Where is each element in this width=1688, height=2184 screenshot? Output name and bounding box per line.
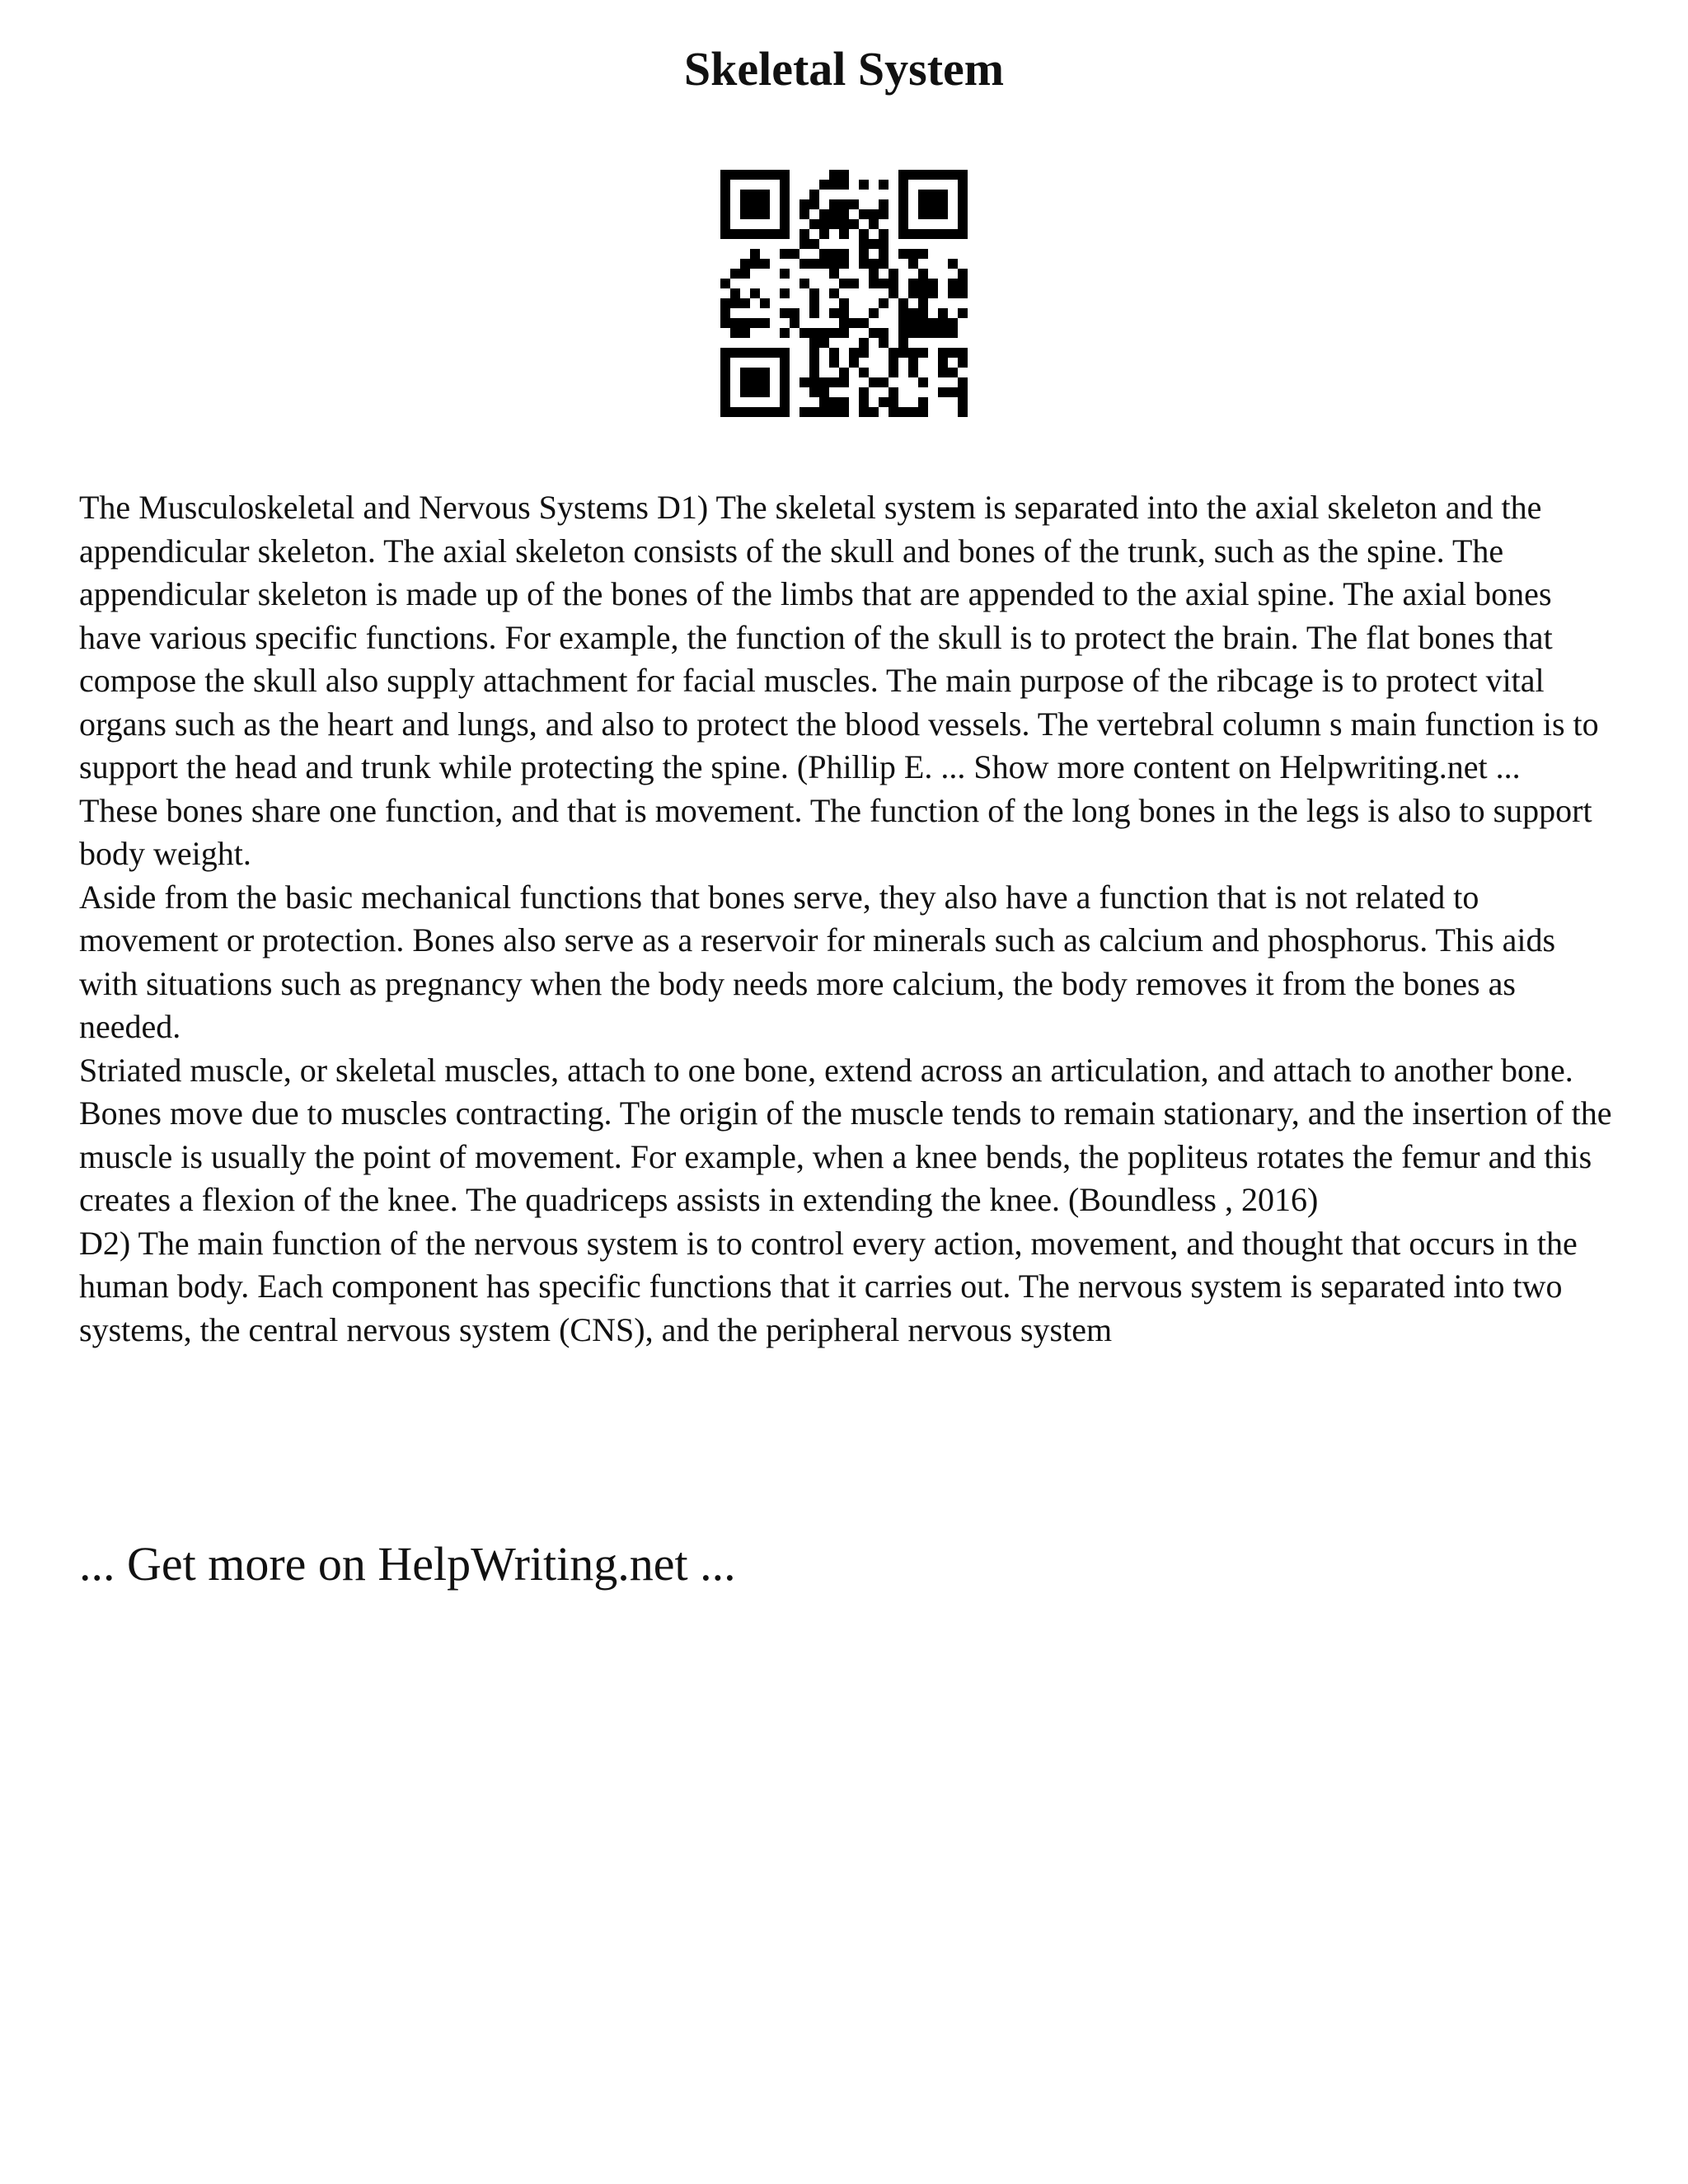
paragraph: The Musculoskeletal and Nervous Systems D1) The skeletal system is separated into the axial skeleton and the appendicular skeleton. The axial skeleton consists of the skull and bones of the trunk, such as the spine. The appendicular skeleton is made up of the bones of the limbs that are appended to the axial spine. The axial bones have various specific functions. For example, the function of the skull is to protect the brain. The flat bones that compose the skull also supply attachment for facial muscles. The main purpose of the ribcage is to protect vital organs such as the heart and lungs, and also to protect the blood vessels. The vertebral column s main function is to support the head and trunk while protecting the spine. (Phillip E. ... Show more content on Helpwriting.net ...: [79, 489, 1599, 785]
get-more-link[interactable]: ... Get more on HelpWriting.net ...: [79, 1537, 736, 1591]
qr-code-icon: [720, 170, 968, 417]
page-title: Skeletal System: [683, 42, 1005, 96]
article-body: [79, 486, 1620, 1352]
paragraph: D2) The main function of the nervous system is to control every action, movement, and thought that occurs in the human body. Each component has specific functions that it carries out. The nervous system is separated into two systems, the central nervous system (CNS), and the peripheral nervous system: [79, 1224, 1578, 1348]
paragraph: Striated muscle, or skeletal muscles, attach to one bone, extend across an articulation, and attach to another bone. Bones move due to muscles contracting. The origin of the muscle tends to remain stationary, and the insertion of the muscle is usually the point of movement. For example, when a knee bends, the popliteus rotates the femur and this creates a flexion of the knee. The quadriceps assists in extending the knee. (Boundless , 2016): [79, 1051, 1612, 1218]
paragraph: These bones share one function, and that is movement. The function of the long bones in the legs is also to support body weight.: [79, 791, 1592, 872]
paragraph: Aside from the basic mechanical functions that bones serve, they also have a function that is not related to movement or protection. Bones also serve as a reservoir for minerals such as calcium and phosphorus. This aids with situations such as pregnancy when the body needs more calcium, the body removes it from the bones as needed.: [79, 878, 1556, 1045]
